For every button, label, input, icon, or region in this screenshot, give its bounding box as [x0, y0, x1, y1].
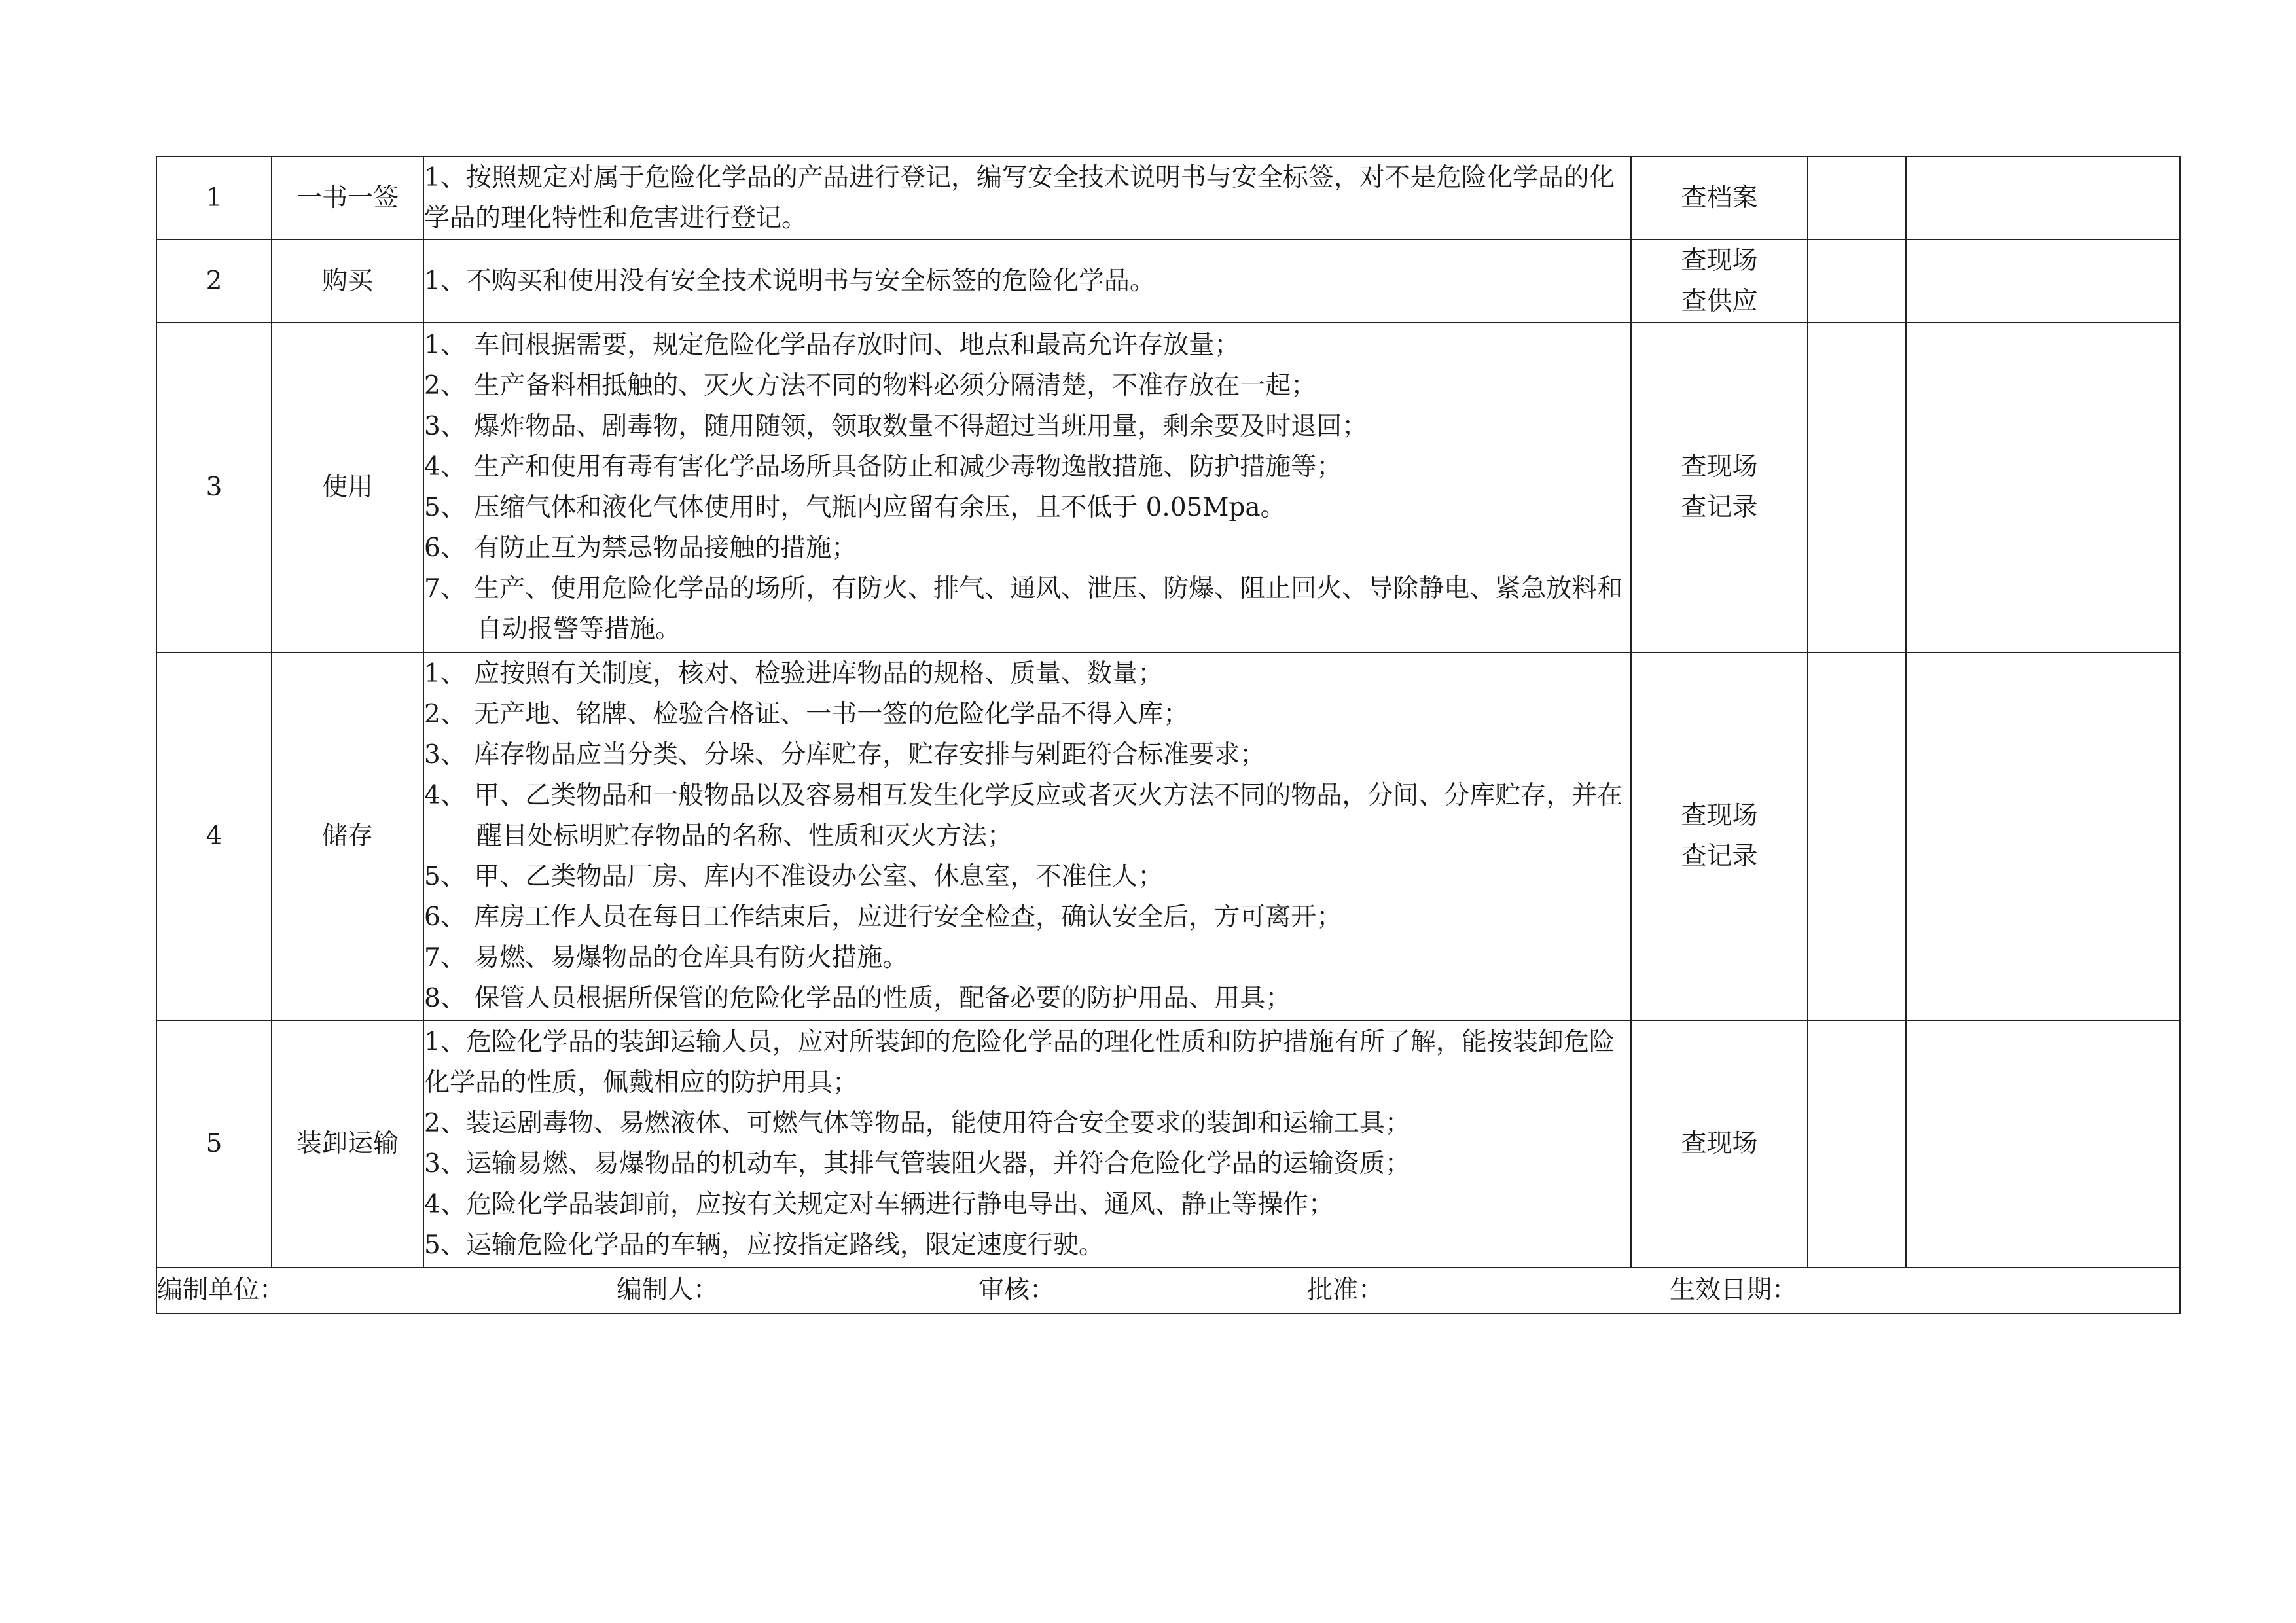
row-category: 使用	[272, 323, 423, 652]
row-check-method	[1631, 240, 1808, 323]
compiler-label: 编制人：	[617, 1275, 719, 1305]
row-check-method	[1631, 323, 1808, 652]
requirement-item: 1、危险化学品的装卸运输人员，应对所装卸的危险化学品的理化性质和防护措施有所了解，能按装卸危险化学品的性质，佩戴相应的防护用具；	[424, 1027, 1615, 1097]
requirement-item: 5、运输危险化学品的车辆，应按指定路线，限定速度行驶。	[424, 1230, 1104, 1260]
table-body	[156, 156, 2180, 1313]
requirement-item: 2、 无产地、铭牌、检验合格证、一书一签的危险化学品不得入库；	[424, 700, 1189, 729]
row-index: 2	[156, 240, 272, 323]
check-method-label: 查档案	[1681, 183, 1758, 213]
row-category: 储存	[272, 652, 423, 1020]
requirement-item: 6、 有防止互为禁忌物品接触的措施；	[424, 533, 857, 563]
row-blank-cell	[1808, 1020, 1906, 1268]
row-blank-cell	[1808, 323, 1906, 652]
requirement-item: 4、危险化学品装卸前，应按有关规定对车辆进行静电导出、通风、静止等操作；	[424, 1190, 1334, 1219]
requirement-item: 3、 库存物品应当分类、分垛、分库贮存，贮存安排与剁距符合标准要求；	[424, 740, 1266, 770]
requirement-item: 5、 压缩气体和液化气体使用时，气瓶内应留有余压，且不低于 0.05Mpa。	[424, 493, 1286, 522]
row-blank-cell	[1906, 156, 2180, 240]
table-row	[156, 240, 2180, 323]
row-index: 1	[156, 156, 272, 240]
check-method-label: 查现场	[1681, 452, 1758, 482]
row-blank-cell	[1906, 323, 2180, 652]
table-row	[156, 1020, 2180, 1268]
row-requirements	[423, 1020, 1631, 1268]
requirement-item: 2、 生产备料相抵触的、灭火方法不同的物料必须分隔清楚，不准存放在一起；	[424, 371, 1317, 401]
signature-footer	[156, 1268, 2180, 1313]
table-row	[156, 323, 2180, 652]
requirement-item: 5、 甲、乙类物品厂房、库内不准设办公室、休息室，不准住人；	[424, 862, 1164, 891]
requirement-item: 8、 保管人员根据所保管的危险化学品的性质，配备必要的防护用品、用具；	[424, 984, 1291, 1013]
signature-footer-row	[156, 1268, 2180, 1313]
row-check-method	[1631, 156, 1808, 240]
table-row	[156, 652, 2180, 1020]
row-category: 购买	[272, 240, 423, 323]
requirement-item: 3、运输易燃、易爆物品的机动车，其排气管装阻火器，并符合危险化学品的运输资质；	[424, 1149, 1410, 1179]
requirement-item: 3、 爆炸物品、剧毒物，随用随领，领取数量不得超过当班用量，剩余要及时退回；	[424, 412, 1368, 441]
row-blank-cell	[1906, 1020, 2180, 1268]
checklist-sheet	[156, 156, 2179, 1314]
requirement-item: 1、 车间根据需要，规定危险化学品存放时间、地点和最高允许存放量；	[424, 330, 1240, 360]
row-check-method	[1631, 652, 1808, 1020]
reviewer-label: 审核：	[978, 1275, 1056, 1305]
row-index: 5	[156, 1020, 272, 1268]
row-requirements	[423, 240, 1631, 323]
row-blank-cell	[1906, 240, 2180, 323]
row-blank-cell	[1808, 652, 1906, 1020]
row-check-method	[1631, 1020, 1808, 1268]
table-row	[156, 156, 2180, 240]
requirement-item: 1、 应按照有关制度，核对、检验进库物品的规格、质量、数量；	[424, 659, 1164, 688]
check-method-label: 查记录	[1681, 842, 1758, 871]
checklist-table	[156, 156, 2181, 1314]
row-blank-cell	[1808, 240, 1906, 323]
row-requirements	[423, 652, 1631, 1020]
requirement-item: 1、按照规定对属于危险化学品的产品进行登记，编写安全技术说明书与安全标签，对不是危险化学品的化学品的理化特性和危害进行登记。	[424, 162, 1615, 233]
requirement-item: 1、不购买和使用没有安全技术说明书与安全标签的危险化学品。	[424, 266, 1155, 296]
requirement-item: 4、 甲、乙类物品和一般物品以及容易相互发生化学反应或者灭火方法不同的物品，分间、分库贮存，并在醒目处标明贮存物品的名称、性质和灭火方法；	[424, 781, 1623, 851]
requirement-item: 4、 生产和使用有毒有害化学品场所具备防止和减少毒物逸散措施、防护措施等；	[424, 452, 1342, 482]
row-blank-cell	[1906, 652, 2180, 1020]
effective-date-label: 生效日期：	[1670, 1275, 1798, 1305]
row-index: 4	[156, 652, 272, 1020]
requirement-item: 7、 生产、使用危险化学品的场所，有防火、排气、通风、泄压、防爆、阻止回火、导除静电、紧急放料和自动报警等措施。	[424, 574, 1623, 644]
compiling-unit-label: 编制单位：	[157, 1275, 285, 1305]
check-method-label: 查记录	[1681, 493, 1758, 522]
row-blank-cell	[1808, 156, 1906, 240]
check-method-label: 查现场	[1681, 245, 1758, 276]
requirement-item: 7、 易燃、易爆物品的仓库具有防火措施。	[424, 943, 908, 972]
signature-fields	[157, 1270, 2179, 1311]
row-category: 一书一签	[272, 156, 423, 240]
check-method-label: 查现场	[1681, 801, 1758, 830]
requirement-item: 6、 库房工作人员在每日工作结束后，应进行安全检查，确认安全后，方可离开；	[424, 902, 1342, 932]
approver-label: 批准：	[1307, 1275, 1384, 1305]
row-index: 3	[156, 323, 272, 652]
check-method-label: 查供应	[1681, 286, 1758, 316]
row-requirements	[423, 156, 1631, 240]
check-method-label: 查现场	[1681, 1129, 1758, 1158]
requirement-item: 2、装运剧毒物、易燃液体、可燃气体等物品，能使用符合安全要求的装卸和运输工具；	[424, 1109, 1410, 1138]
row-category: 装卸运输	[272, 1020, 423, 1268]
row-requirements	[423, 323, 1631, 652]
